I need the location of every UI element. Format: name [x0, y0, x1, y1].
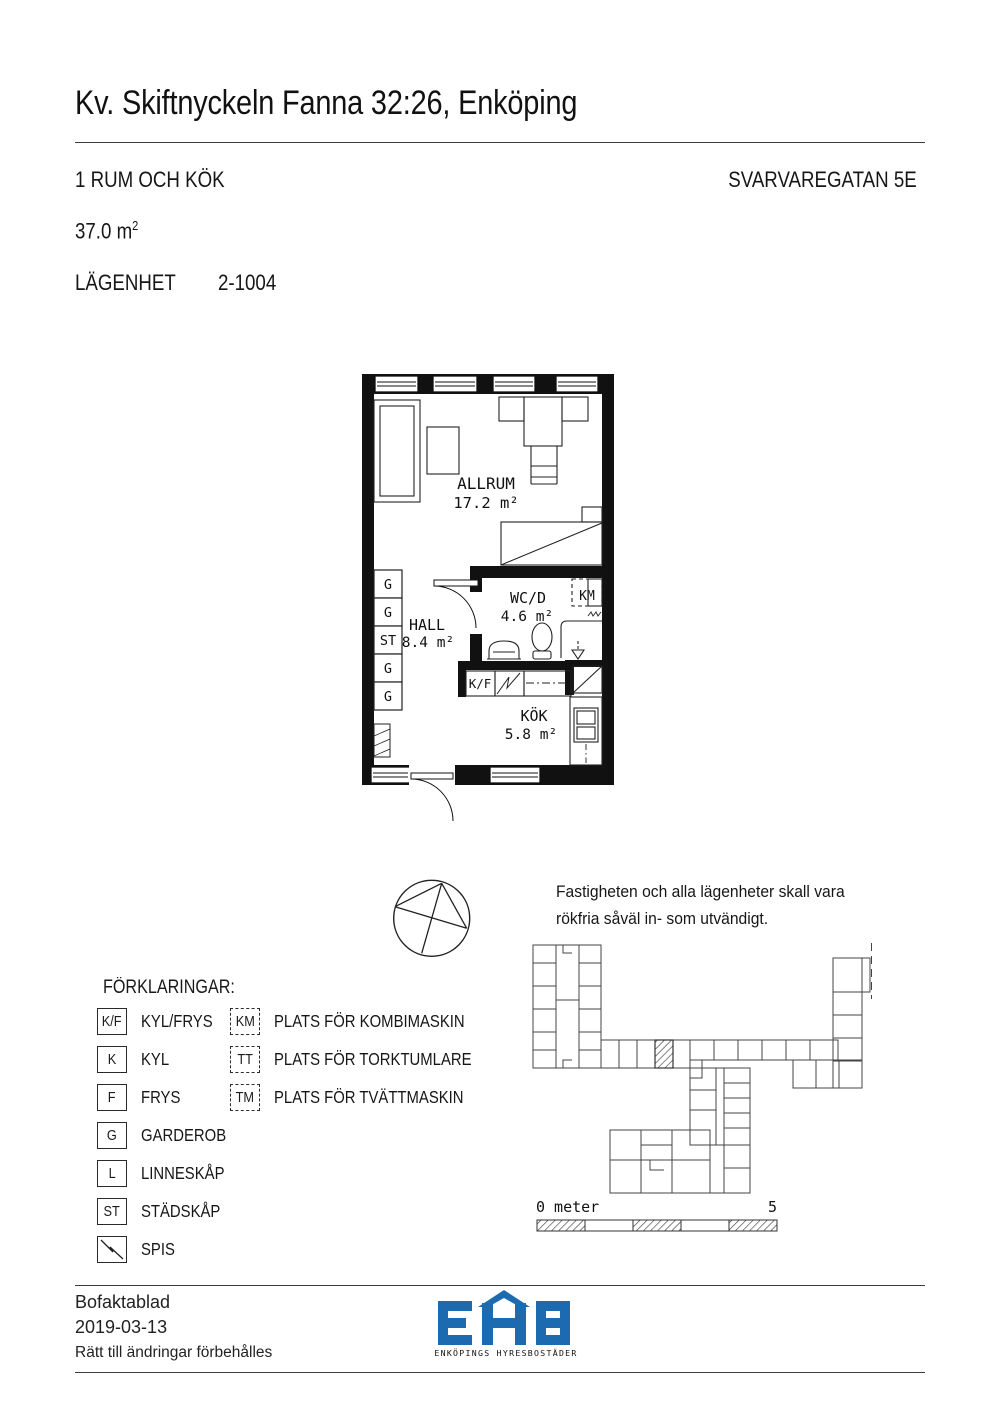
page-title — [75, 84, 666, 123]
f-symbol-box: F — [97, 1084, 127, 1111]
legend-row — [230, 1007, 506, 1036]
room-label-wcd: WC/D — [509, 589, 547, 607]
kitchen-counter-right — [570, 697, 602, 765]
stove-icon — [497, 673, 520, 694]
legend-label: GARDEROB — [141, 1125, 227, 1145]
closet-label: ST — [379, 633, 397, 649]
floor-plan — [356, 368, 622, 836]
room-count: 1 RUM OCH KÖK — [75, 167, 225, 192]
tt-symbol-box: TT — [230, 1046, 260, 1073]
room-area-hall: 8.4 m² — [401, 635, 455, 651]
site-plan — [528, 940, 888, 1240]
legend-row — [230, 1083, 506, 1112]
highlighted-apartment-unit — [655, 1040, 673, 1068]
l-symbol-box: L — [97, 1160, 127, 1187]
disclaimer: Rätt till ändringar förbehålles — [75, 1344, 273, 1361]
ehb-logo — [430, 1287, 585, 1359]
legend-row — [97, 1197, 241, 1226]
room-label-hall: HALL — [408, 616, 446, 634]
ehb-logo-letters — [438, 1290, 570, 1345]
legend-row — [97, 1083, 241, 1112]
counter — [524, 671, 571, 696]
compass-icon — [388, 874, 478, 964]
legend-label: SPIS — [141, 1239, 175, 1259]
entrance-door-swing — [411, 779, 453, 821]
legend-row — [230, 1045, 506, 1074]
scale-end-label: 5 — [767, 1198, 777, 1216]
street-address: SVARVAREGATAN 5E — [728, 167, 917, 192]
k-symbol-box: K — [97, 1046, 127, 1073]
page-title-text: Kv. Skiftnyckeln Fanna 32:26, Enköping — [75, 84, 578, 122]
room-area-allrum: 17.2 m² — [453, 494, 519, 512]
shower-screen — [561, 621, 602, 658]
closet-label: G — [383, 577, 393, 593]
header-divider — [75, 142, 925, 143]
km-label: KM — [579, 589, 595, 604]
legend-label: PLATS FÖR TORKTUMLARE — [274, 1049, 472, 1069]
legend-title: FÖRKLARINGAR: — [103, 977, 235, 998]
closet-label: G — [383, 605, 393, 621]
km-symbol-box: KM — [230, 1008, 260, 1035]
entrance-door-leaf — [411, 773, 453, 779]
toilet-base — [533, 651, 551, 659]
sink — [487, 641, 521, 659]
smoke-free-notice: Fastigheten och alla lägenheter skall vara rökfria såväl in- som utvändigt. — [556, 882, 845, 928]
legend-label: PLATS FÖR KOMBIMASKIN — [274, 1011, 465, 1031]
scale-start-label: 0 meter — [536, 1198, 600, 1216]
legend-left-column — [97, 1007, 241, 1273]
legend-label: KYL — [141, 1049, 170, 1069]
closet-label: G — [383, 661, 393, 677]
room-label-kok: KÖK — [520, 707, 548, 725]
g-symbol-box: G — [97, 1122, 127, 1149]
legend-right-column — [230, 1007, 506, 1121]
apartment-area: 37.0 $m^2$ — [75, 218, 139, 244]
legend-label: PLATS FÖR TVÄTTMASKIN — [274, 1087, 464, 1107]
st-symbol-box: ST — [97, 1198, 127, 1225]
desk — [499, 397, 588, 484]
legend-label: FRYS — [141, 1087, 181, 1107]
footer-bottom-divider — [75, 1372, 925, 1373]
apartment-label: LÄGENHET — [75, 270, 176, 295]
kf-symbol-box: K/F — [97, 1008, 127, 1035]
legend-row — [97, 1235, 241, 1264]
legend-row — [97, 1007, 241, 1036]
legend-row — [97, 1159, 241, 1188]
legend-label: KYL/FRYS — [141, 1011, 213, 1031]
closet-label: G — [383, 689, 393, 705]
spis-symbol-box — [97, 1236, 127, 1263]
room-label-allrum: ALLRUM — [457, 474, 515, 493]
kitchen-sink — [574, 708, 598, 742]
logo-caption: ENKÖPINGS HYRESBOSTÄDER — [434, 1348, 578, 1358]
stove-icon — [99, 1238, 125, 1261]
toilet — [532, 623, 552, 651]
chair — [531, 446, 557, 484]
apartment-number: 2-1004 — [218, 270, 277, 295]
legend-label: LINNESKÅP — [141, 1163, 225, 1183]
document-date: 2019-03-13 — [75, 1317, 168, 1337]
room-area-kok: 5.8 m² — [504, 727, 558, 743]
kf-label: K/F — [468, 676, 492, 691]
legend-label: STÄDSKÅP — [141, 1201, 221, 1221]
room-area-wcd: 4.6 m² — [500, 609, 554, 625]
sofa — [374, 400, 420, 502]
floor-drain-icon — [572, 650, 584, 659]
building-outline — [533, 943, 872, 1193]
table — [427, 427, 459, 474]
scale-bar — [537, 1220, 777, 1231]
shower-squiggle — [588, 612, 601, 616]
legend-row — [97, 1121, 241, 1150]
wc-door-leaf — [434, 580, 478, 586]
tm-symbol-box: TM — [230, 1084, 260, 1111]
stove-box — [495, 671, 524, 696]
legend-row — [97, 1045, 241, 1074]
bed — [501, 507, 602, 565]
footer-top-divider — [75, 1285, 925, 1286]
document-type: Bofaktablad — [75, 1292, 171, 1312]
radiator — [374, 724, 390, 757]
